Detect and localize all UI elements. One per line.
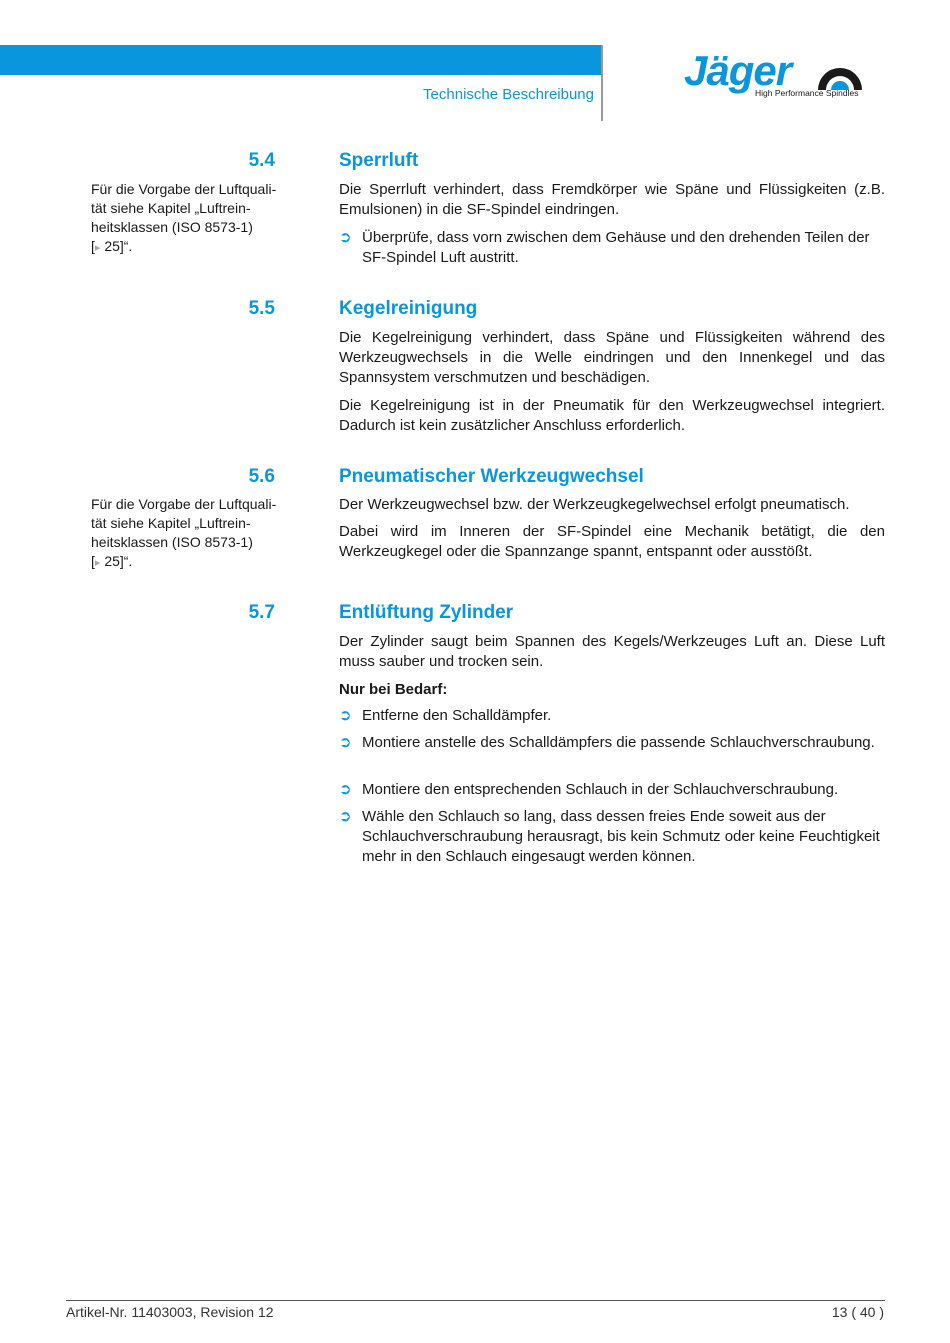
section-title: Kegelreinigung: [339, 298, 478, 319]
paragraph: Die Kegelreinigung ist in der Pneumatik für den Werkzeugwechsel integriert. Dadurch ist kein zusätzlicher Anschluss erforderlich.: [339, 397, 885, 434]
section-number: 5.5: [248, 298, 275, 319]
section-number: 5.6: [248, 466, 275, 487]
paragraph: Der Werkzeugwechsel bzw. der Werkzeugkegelwechsel erfolgt pneumatisch.: [339, 496, 850, 513]
header-bar: [0, 45, 603, 75]
header-divider: [601, 45, 603, 121]
paragraph: Dabei wird im Inneren der SF-Spindel eine Mechanik betätigt, die den Werkzeugkegel oder die Spannzange spannt, entspannt oder ausstößt.: [339, 523, 885, 560]
footer-article-number: Artikel-Nr. 11403003, Revision 12: [66, 1304, 274, 1320]
action-item: [339, 807, 885, 867]
logo-word: Jäger: [684, 47, 792, 94]
section-number: 5.4: [248, 150, 275, 171]
margin-note-line: 25]“.: [104, 238, 133, 254]
section-title: Entlüftung Zylinder: [339, 602, 514, 623]
section-title: Sperrluft: [339, 150, 419, 171]
action-text: Wähle den Schlauch so lang, dass dessen freies Ende soweit aus der Schlauchverschraubung herausragt, bis kein Schmutz oder keine Feuchtigkeit mehr in den Schlauch eingesaugt werden können.: [362, 808, 880, 865]
margin-note: [91, 180, 296, 258]
footer-rule: [66, 1300, 885, 1301]
action-text: Montiere anstelle des Schalldämpfers die passende Schlauchverschraubung.: [362, 734, 875, 751]
margin-note-line: heitsklassen (ISO 8573-1): [91, 534, 253, 550]
section-number: 5.7: [248, 602, 275, 623]
margin-note-line: Für die Vorgabe der Luftquali-: [91, 181, 277, 197]
action-item: [339, 780, 885, 800]
action-text: Überprüfe, dass vorn zwischen dem Gehäuse und den drehenden Teilen der SF-Spindel Luft austritt.: [362, 229, 870, 266]
margin-note-link[interactable]: [▸ 25]“.: [91, 553, 133, 569]
action-item: [339, 228, 885, 268]
action-arrow-icon: ➲: [339, 781, 352, 798]
footer-page-number: 13 ( 40 ): [831, 1304, 884, 1320]
paragraph: Der Zylinder saugt beim Spannen des Kegels/Werkzeuges Luft an. Diese Luft muss sauber und trocken sein.: [339, 633, 885, 670]
action-item: [339, 733, 885, 753]
company-logo: [684, 47, 866, 104]
action-arrow-icon: ➲: [339, 734, 352, 751]
link-arrow-icon: ▸: [94, 242, 101, 254]
action-arrow-icon: ➲: [339, 229, 352, 246]
logo-tagline: High Performance Spindles: [755, 88, 859, 98]
action-text: Entferne den Schalldämpfer.: [362, 707, 552, 724]
margin-note-line: tät siehe Kapitel „Luftrein-: [91, 200, 251, 216]
action-text: Montiere den entsprechenden Schlauch in der Schlauchverschraubung.: [362, 781, 839, 798]
margin-note-line: Für die Vorgabe der Luftquali-: [91, 496, 277, 512]
subheading: Nur bei Bedarf:: [339, 681, 448, 698]
margin-note: [91, 495, 296, 573]
margin-note-line: tät siehe Kapitel „Luftrein-: [91, 515, 251, 531]
section-title: Pneumatischer Werkzeugwechsel: [339, 466, 644, 487]
header-title: Technische Beschreibung: [423, 86, 594, 103]
action-item: [339, 706, 885, 726]
link-arrow-icon: ▸: [94, 557, 101, 569]
margin-note-line: 25]“.: [104, 553, 133, 569]
paragraph: Die Kegelreinigung verhindert, dass Späne und Flüssigkeiten während des Werkzeugwechsels in die Welle eindringen und den Innenkegel und das Spannsystem verschmutzen und beschädigen.: [339, 329, 885, 386]
action-arrow-icon: ➲: [339, 808, 352, 825]
paragraph: Die Sperrluft verhindert, dass Fremdkörper wie Späne und Flüssigkeiten (z.B. Emulsionen) in die SF-Spindel eindringen.: [339, 181, 885, 218]
margin-note-link[interactable]: [▸ 25]“.: [91, 238, 133, 254]
action-arrow-icon: ➲: [339, 707, 352, 724]
margin-note-line: heitsklassen (ISO 8573-1): [91, 219, 253, 235]
